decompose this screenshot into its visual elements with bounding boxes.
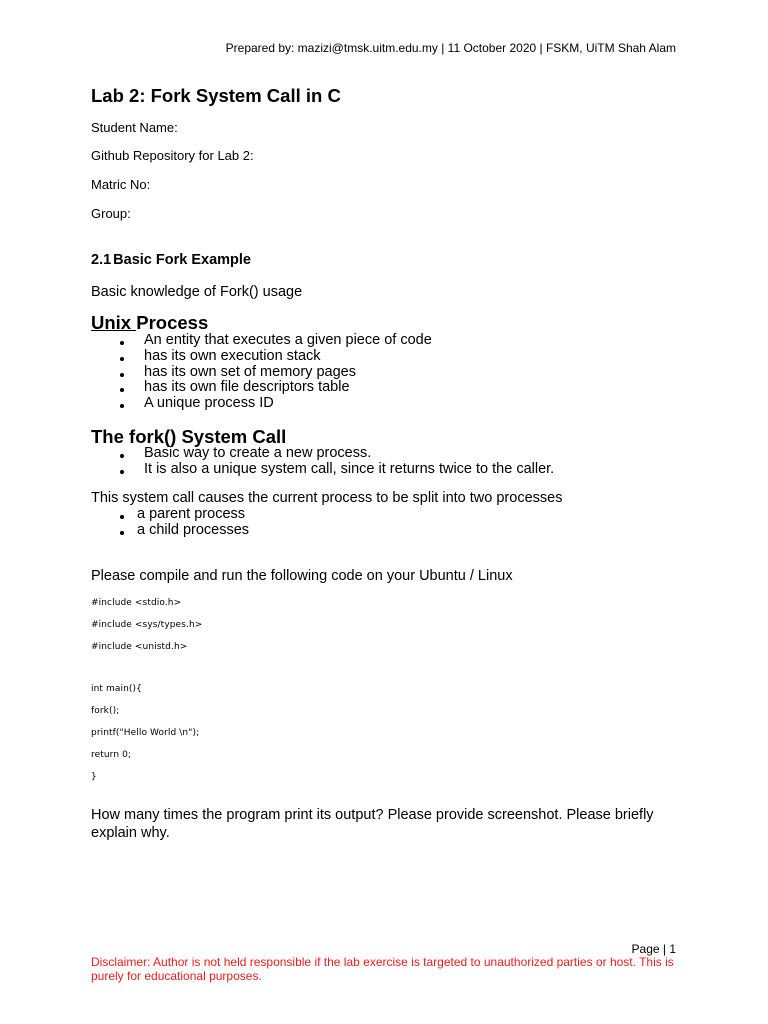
matric-no-field: Matric No: [91,177,151,192]
unix-process-heading-rest: Process [136,312,209,333]
code-line: fork(); [91,706,120,716]
list-item-text: An entity that executes a given piece of code [144,332,432,348]
group-field: Group: [91,206,131,221]
compile-instruction: Please compile and run the following code on your Ubuntu / Linux [91,568,513,584]
list-item [120,446,554,462]
bullet-icon [120,404,124,408]
section-number: 2.1 [91,252,112,268]
list-item [120,462,554,478]
document-title: Lab 2: Fork System Call in C [91,85,341,106]
split-list [120,507,249,539]
list-item [120,380,432,396]
split-text: This system call causes the current process to be split into two processes [91,490,563,506]
unix-process-list [120,333,432,412]
bullet-icon [120,357,124,361]
code-line: printf("Hello World \n"); [91,728,200,738]
disclaimer: Disclaimer: Author is not held responsible if the lab exercise is targeted to unauthorized parties or host. This is purely for educational purposes. [91,955,674,983]
list-item-text: A unique process ID [144,395,274,412]
list-item [120,333,432,349]
page-header: Prepared by: mazizi@tmsk.uitm.edu.my | 11 October 2020 | FSKM, UiTM Shah Alam [225,41,676,55]
student-name-field: Student Name: [91,120,178,135]
code-line: #include <stdio.h> [91,598,182,608]
list-item-text: It is also a unique system call, since it returns twice to the caller. [144,461,555,477]
code-line: #include <sys/types.h> [91,620,203,630]
bullet-icon [120,341,124,345]
list-item-text: has its own execution stack [144,347,321,364]
question-text: How many times the program print its output? Please provide screenshot. Please briefly explain why. [91,807,654,841]
bullet-icon [120,373,124,377]
code-line: int main(){ [91,684,142,694]
list-item-text: has its own file descriptors table [144,379,350,396]
code-line: return 0; [91,750,132,760]
section-title: Basic Fork Example [113,252,251,268]
github-repo-field: Github Repository for Lab 2: [91,148,254,163]
list-item [120,396,432,412]
list-item [120,507,249,523]
code-line: #include <unistd.h> [91,642,188,652]
code-line: } [91,772,97,782]
section-intro: Basic knowledge of Fork() usage [91,284,303,300]
section-heading [91,252,251,268]
list-item-text: a parent process [137,506,246,522]
fork-heading: The fork() System Call [91,426,287,447]
list-item [120,523,249,539]
list-item [120,365,432,381]
page-number: Page | 1 [631,942,676,956]
list-item-text: a child processes [137,522,250,538]
list-item-text: Basic way to create a new process. [144,445,372,461]
bullet-icon [120,531,124,535]
bullet-icon [120,470,124,474]
bullet-icon [120,515,124,519]
bullet-icon [120,454,124,458]
unix-process-heading-underlined: Unix [91,312,137,333]
bullet-icon [120,388,124,392]
unix-process-heading [91,312,208,334]
list-item-text: has its own set of memory pages [144,363,356,380]
fork-list [120,446,554,478]
list-item [120,349,432,365]
